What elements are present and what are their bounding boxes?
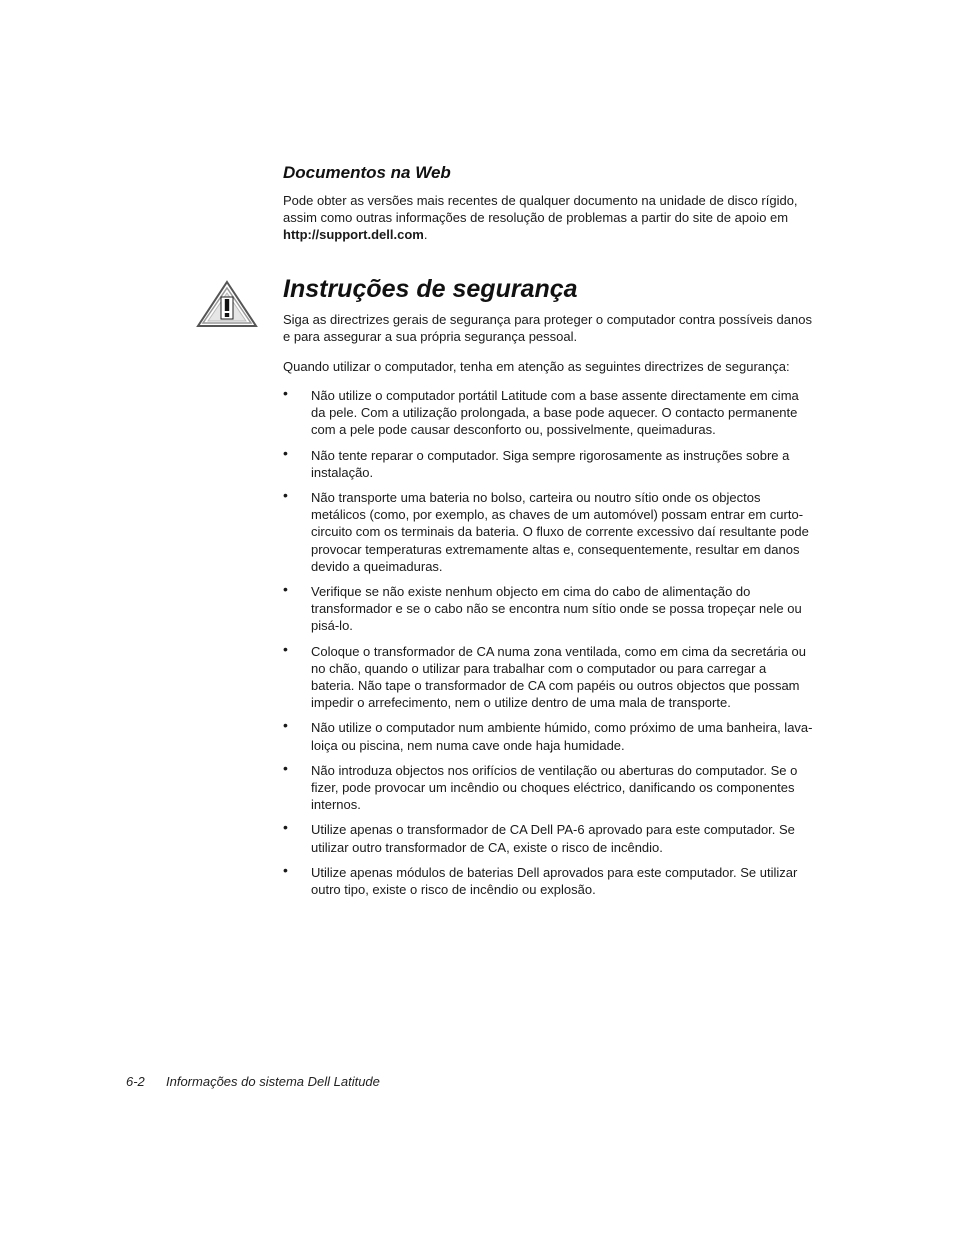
bullet-item [283,759,813,814]
bullet-item [283,387,813,439]
bullet-item [283,489,813,575]
page-footer [126,1074,380,1089]
bullet-icon: • [283,759,288,776]
bullet-text: Não transporte uma bateria no bolso, carteira ou noutro sítio onde os objectos metálicos (como, por exemplo, as chaves de um automóvel) possam entrar em curto-circuito com os terminais da bateria. O fluxo de corrente excessivo daí resultante pode provocar temperaturas extremamente altas e, consequentemente, resultar em danos devido a queimaduras. [311,490,809,574]
bullet-text: Verifique se não existe nenhum objecto em cima do cabo de alimentação do transformador e se o cabo não se encontra num sítio onde se possa tropeçar nele ou pisá-lo. [311,584,802,634]
web-documents-paragraph [283,192,813,243]
web-documents-text-end: . [423,227,428,242]
bullet-text: Não tente reparar o computador. Siga sempre rigorosamente as instruções sobre a instalação. [311,447,790,480]
support-link[interactable]: http://support.dell.com [283,227,424,242]
bullet-text: Não introduza objectos nos orifícios de ventilação ou aberturas do computador. Se o fizer, pode provocar um incêndio ou choques eléctrico, danificando os componentes internos. [311,762,798,813]
page-number: 6-2 [126,1074,145,1089]
footer-title: Informações do sistema Dell Latitude [166,1074,380,1089]
bullet-text: Utilize apenas módulos de baterias Dell aprovados para este computador. Se utilizar outro tipo, existe o risco de incêndio ou explosão. [311,864,798,898]
bullet-text: Utilize apenas o transformador de CA Dell PA-6 aprovado para este computador. Se utilizar outro transformador de CA, existe o risco de incêndio. [311,822,795,855]
bullet-item [283,444,813,481]
safety-section [283,273,813,906]
bullet-text: Não utilize o computador portátil Latitude com a base assente directamente em cima da pele. Com a utilização prolongada, a base pode aquecer. O contacto permanente com a pele pode causar desconforto ou, possivelmente, queimaduras. [311,388,799,438]
safety-heading: Instruções de segurança [283,275,578,303]
bullet-item [283,821,813,855]
bullet-icon: • [283,819,288,836]
bullet-item [283,719,813,753]
bullet-icon: • [283,385,288,401]
bullet-text: Coloque o transformador de CA numa zona ventilada, como em cima da secretária ou no chão, quando o utilizar para trabalhar com o computador ou para carregar a bateria. Não tape o transformador de CA com papéis ou outros objectos que possam impedir o arrefecimento, nem o utilize dentro de uma mala de transporte. [311,643,806,711]
bullet-icon: • [283,444,288,461]
bullet-item [283,861,813,898]
safety-intro-2: Quando utilizar o computador, tenha em atenção as seguintes directrizes de segurança: [283,359,790,374]
safety-intro: Siga as directrizes gerais de segurança para proteger o computador contra possíveis danos e para assegurar a sua própria segurança pessoal. [283,312,812,344]
web-documents-heading: Documentos na Web [283,163,451,182]
bullet-icon: • [283,861,288,878]
warning-triangle-icon [196,280,258,328]
bullet-icon: • [283,640,288,657]
web-documents-text: Pode obter as versões mais recentes de qualquer documento na unidade de disco rígido, assim como outras informações de resolução de problemas a partir do site de apoio em [283,193,798,225]
bullet-text: Não utilize o computador num ambiente húmido, como próximo de uma banheira, lava-loiça ou piscina, nem numa cave onde haja humidade. [311,720,813,753]
bullet-item [283,583,813,635]
web-documents-section [283,163,813,243]
bullet-item [283,640,813,712]
safety-bullet-list [283,387,813,898]
bullet-icon: • [283,717,288,734]
bullet-icon: • [283,581,288,598]
bullet-icon: • [283,487,288,504]
